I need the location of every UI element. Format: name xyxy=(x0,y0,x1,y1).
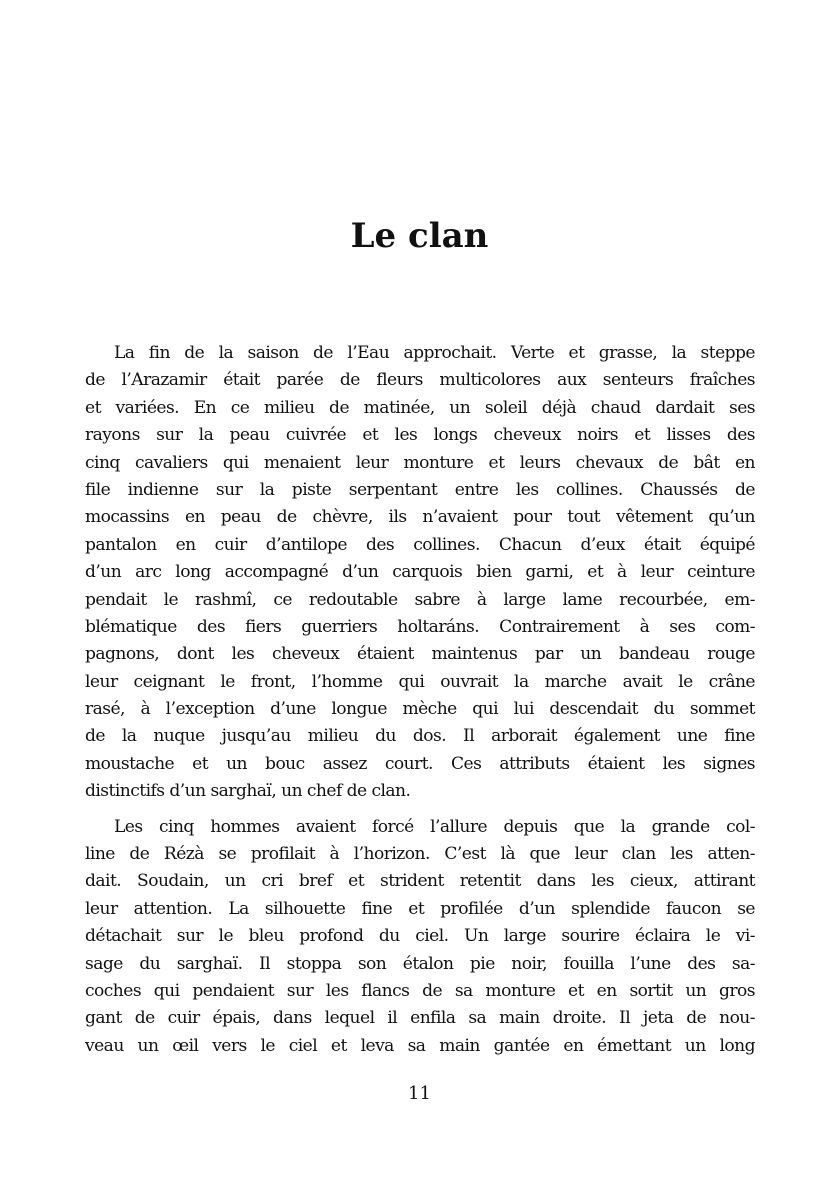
body-text xyxy=(85,340,755,1060)
text-line: blématique des fiers guerriers holtaráns. Contrairement à ses com- xyxy=(85,616,755,637)
text-line: line de Rézà se profilait à l’horizon. C’est là que leur clan les atten- xyxy=(85,844,755,865)
text-line: veau un œil vers le ciel et leva sa main gantée en émettant un long xyxy=(85,1035,755,1056)
text-line: La fin de la saison de l’Eau approchait. Verte et grasse, la steppe xyxy=(114,343,755,363)
text-line: pagnons, dont les cheveux étaient maintenus par un bandeau rouge xyxy=(85,644,755,665)
text-line: moustache et un bouc assez court. Ces attributs étaient les signes xyxy=(85,753,755,774)
text-line: rayons sur la peau cuivrée et les longs cheveux noirs et lisses des xyxy=(85,425,755,446)
paragraph-spacer xyxy=(85,806,755,814)
text-line: pendait le rashmî, ce redoutable sabre à large lame recourbée, em- xyxy=(85,589,755,610)
text-line: de la nuque jusqu’au milieu du dos. Il arborait également une fine xyxy=(85,726,755,747)
text-line: et variées. En ce milieu de matinée, un soleil déjà chaud dardait ses xyxy=(85,397,755,418)
text-line: coches qui pendaient sur les flancs de sa monture et en sortit un gros xyxy=(85,980,755,1001)
chapter-title: Le clan xyxy=(350,216,489,256)
paragraph-1 xyxy=(85,340,755,806)
text-line: cinq cavaliers qui menaient leur monture et leurs chevaux de bât en xyxy=(85,452,755,473)
text-line: distinctifs d’un sarghaï, un chef de clan. xyxy=(85,781,411,802)
text-line: file indienne sur la piste serpentant entre les collines. Chaussés de xyxy=(85,479,755,500)
text-line: de l’Arazamir était parée de fleurs multicolores aux senteurs fraîches xyxy=(85,370,755,391)
text-line: leur ceignant le front, l’homme qui ouvrait la marche avait le crâne xyxy=(85,671,755,692)
text-line: sage du sarghaï. Il stoppa son étalon pie noir, fouilla l’une des sa- xyxy=(85,953,755,974)
text-line: gant de cuir épais, dans lequel il enfila sa main droite. Il jeta de nou- xyxy=(85,1008,755,1029)
text-line: détachait sur le bleu profond du ciel. Un large sourire éclaira le vi- xyxy=(85,926,755,947)
page-number: 11 xyxy=(408,1083,431,1104)
text-line: Les cinq hommes avaient forcé l’allure depuis que la grande col- xyxy=(114,816,755,837)
text-line: d’un arc long accompagné d’un carquois bien garni, et à leur ceinture xyxy=(85,562,755,583)
text-line: pantalon en cuir d’antilope des collines. Chacun d’eux était équipé xyxy=(85,534,755,555)
text-line: dait. Soudain, un cri bref et strident retentit dans les cieux, attirant xyxy=(85,871,755,892)
paragraph-2 xyxy=(85,814,755,1061)
text-line: rasé, à l’exception d’une longue mèche qui lui descendait du sommet xyxy=(85,699,755,720)
text-line: leur attention. La silhouette fine et profilée d’un splendide faucon se xyxy=(85,898,755,919)
text-line: mocassins en peau de chèvre, ils n’avaient pour tout vêtement qu’un xyxy=(85,507,755,528)
